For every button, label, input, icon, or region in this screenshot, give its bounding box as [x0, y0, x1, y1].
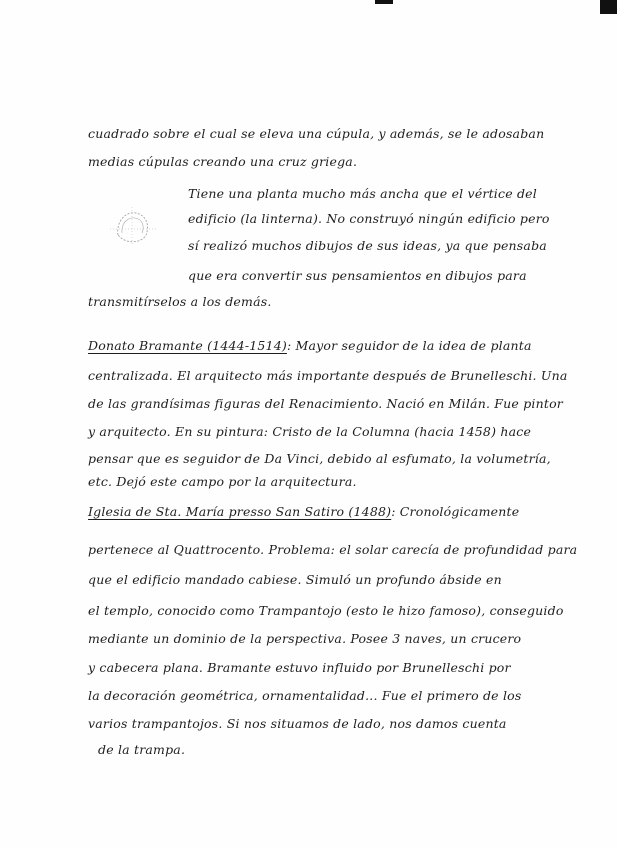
- bramante-heading-rest: : Mayor seguidor de la idea de planta: [286, 338, 532, 353]
- dome-sketch-icon: [108, 203, 158, 247]
- text-line-7: transmitírselos a los demás.: [88, 294, 272, 309]
- bramante-heading: Donato Bramante (1444-1514): [88, 338, 287, 353]
- text-line-5: sí realizó muchos dibujos de sus ideas, ya que pensaba: [188, 238, 547, 253]
- text-line-11: pensar que es seguidor de Da Vinci, debido al esfumato, la volumetría,: [88, 451, 551, 466]
- text-line-18: la decoración geométrica, ornamentalidad... Fue el primero de los: [88, 688, 522, 703]
- text-line-10: y arquitecto. En su pintura: Cristo de la Columna (hacia 1458) hace: [88, 424, 532, 439]
- text-line-6: que era convertir sus pensamientos en dibujos para: [188, 268, 527, 283]
- text-line-3: Tiene una planta mucho más ancha que el vértice del: [188, 186, 537, 201]
- text-line-1: cuadrado sobre el cual se eleva una cúpula, y además, se le adosaban: [88, 126, 545, 141]
- iglesia-line: [88, 504, 519, 520]
- text-line-20: de la trampa.: [98, 742, 186, 757]
- scan-edge-mark: [600, 0, 617, 14]
- text-line-17: y cabecera plana. Bramante estuvo influido por Brunelleschi por: [88, 660, 511, 675]
- iglesia-heading: Iglesia de Sta. María presso San Satiro (1488): [88, 504, 392, 519]
- scan-edge-mark: [375, 0, 393, 4]
- text-line-12: etc. Dejó este campo por la arquitectura.: [88, 474, 357, 489]
- text-line-19: varios trampantojos. Si nos situamos de lado, nos damos cuenta: [88, 716, 507, 731]
- text-line-16: mediante un dominio de la perspectiva. Posee 3 naves, un crucero: [88, 631, 522, 646]
- text-line-4: edificio (la linterna). No construyó ningún edificio pero: [188, 211, 550, 226]
- iglesia-heading-rest: : Cronológicamente: [391, 504, 520, 519]
- text-line-14: que el edificio mandado cabiese. Simuló un profundo ábside en: [88, 572, 502, 587]
- bramante-line: [88, 338, 532, 354]
- text-line-8: centralizada. El arquitecto más importante después de Brunelleschi. Una: [88, 368, 568, 383]
- text-line-2: medias cúpulas creando una cruz griega.: [88, 154, 358, 169]
- text-line-13: pertenece al Quattrocento. Problema: el solar carecía de profundidad para: [88, 542, 578, 557]
- text-line-15: el templo, conocido como Trampantojo (esto le hizo famoso), conseguido: [88, 603, 564, 618]
- text-line-9: de las grandísimas figuras del Renacimiento. Nació en Milán. Fue pintor: [88, 396, 563, 411]
